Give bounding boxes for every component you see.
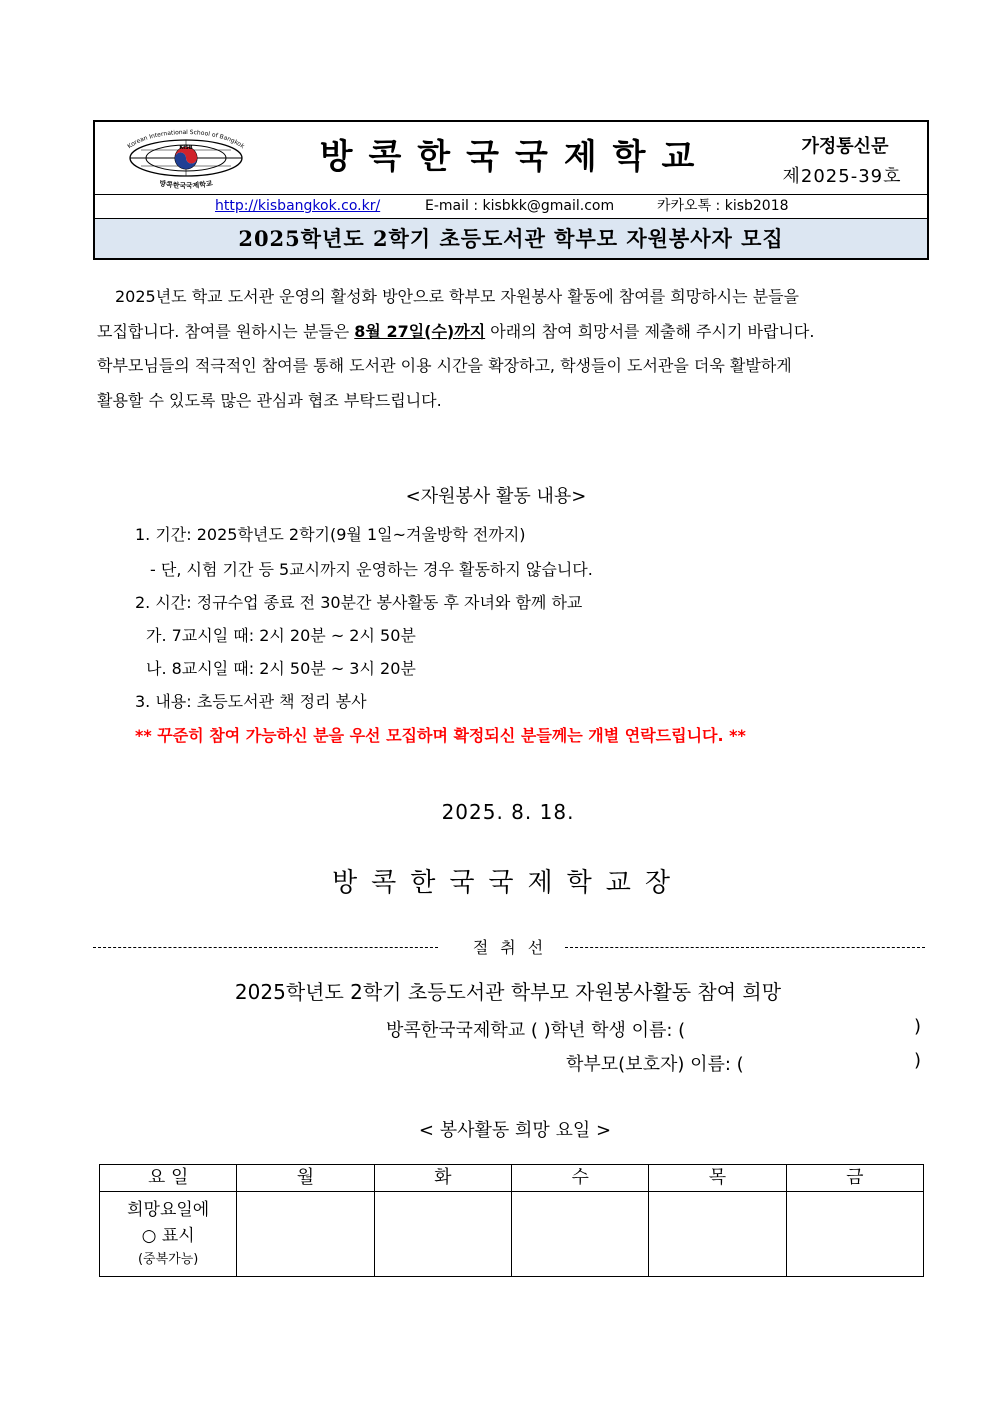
issue-label: 가정통신문 (801, 136, 889, 157)
cut-label-wrap (93, 938, 925, 958)
header-fri: 금 (786, 1165, 923, 1192)
activity-heading: <자원봉사 활동 내용> (405, 486, 587, 507)
student-line (386, 1016, 685, 1042)
parent-line-label: 학부모(보호자) 이름: ( (566, 1054, 744, 1075)
mark-cell-mon[interactable] (237, 1192, 374, 1277)
mark-cell-thu[interactable] (649, 1192, 786, 1277)
intro-line-2 (97, 315, 923, 350)
student-line-close: ) (914, 1016, 922, 1037)
letter-date: 2025. 8. 18. (441, 800, 575, 824)
activity-item-content: 3. 내용: 초등도서관 책 정리 봉사 (135, 692, 367, 711)
deadline-text: 8월 27일(수)까지 (354, 321, 486, 341)
intro-paragraph (97, 280, 923, 418)
school-name: 방콕한국국제학교 (319, 137, 711, 177)
weekday-table (99, 1164, 924, 1277)
logo-badge: KISB (179, 145, 193, 151)
mark-instruction-cell (100, 1192, 237, 1277)
school-logo (111, 126, 261, 190)
cut-line (93, 938, 925, 958)
parent-line (566, 1050, 744, 1076)
logo-text-top: Korean International School of Bangkok (126, 128, 246, 151)
mark-instruction-1: 희망요일에 (127, 1200, 210, 1220)
activity-item-period-note: - 단, 시험 기간 등 5교시까지 운영하는 경우 활동하지 않습니다. (150, 560, 593, 579)
contact-row (95, 194, 927, 219)
letter-header (93, 120, 929, 260)
intro-line-2-end: 아래의 참여 희망서를 제출해 주시기 바랍니다. (485, 321, 815, 341)
header-top-row (95, 122, 927, 195)
intro-line-1: 2025년도 학교 도서관 운영의 활성화 방안으로 학부모 자원봉사 활동에 참여를 희망하시는 분들을 (115, 287, 799, 306)
header-mon: 월 (237, 1165, 374, 1192)
intro-line-2-start: 모집합니다. 참여를 원하시는 분들은 (97, 321, 355, 341)
letter-subtitle: 2025학년도 2학기 초등도서관 학부모 자원봉사자 모집 (95, 219, 927, 258)
principal-signature: 방콕한국국제학교장 (331, 868, 685, 898)
intro-line-4: 활용할 수 있도록 많은 관심과 협조 부탁드립니다. (97, 390, 442, 410)
weekday-header-row (100, 1165, 924, 1192)
header-thu: 목 (649, 1165, 786, 1192)
kakao-text: 카카오톡 : kisb2018 (657, 198, 789, 214)
email-text: E-mail : kisbkk@gmail.com (425, 198, 615, 214)
activity-item-period: 1. 기간: 2025학년도 2학기(9월 1일~겨울방학 전까지) (135, 525, 526, 544)
header-tue: 화 (374, 1165, 511, 1192)
notice-text: ** 꾸준히 참여 가능하신 분을 우선 모집하며 확정되신 분들께는 개별 연락드립니다. ** (135, 726, 746, 745)
mark-cell-wed[interactable] (511, 1192, 648, 1277)
intro-line-3: 학부모님들의 적극적인 참여를 통해 도서관 이용 시간을 확장하고, 학생들이 도서관을 더욱 활발하게 (97, 356, 792, 375)
student-line-label: 방콕한국국제학교 ( )학년 학생 이름: ( (386, 1020, 686, 1041)
parent-line-close: ) (914, 1050, 922, 1071)
svg-text:방콕한국국제학교 (159, 178, 214, 190)
activity-item-time-a: 가. 7교시일 때: 2시 20분 ~ 2시 50분 (146, 626, 416, 645)
logo-text-bottom: 방콕한국국제학교 (158, 179, 214, 190)
cut-label: 절취선 (459, 938, 559, 957)
issue-number: 제2025-39호 (782, 166, 902, 187)
mark-instruction-2: ○ 표시 (141, 1226, 195, 1246)
form-title: 2025학년도 2학기 초등도서관 학부모 자원봉사활동 참여 희망 (234, 980, 782, 1004)
school-url-link[interactable]: http://kisbangkok.co.kr/ (215, 198, 381, 214)
mark-cell-fri[interactable] (786, 1192, 923, 1277)
mark-instruction-3: (중복가능) (137, 1252, 199, 1267)
activity-item-time-b: 나. 8교시일 때: 2시 50분 ~ 3시 20분 (146, 659, 416, 678)
activity-item-time: 2. 시간: 정규수업 종료 전 30분간 봉사활동 후 자녀와 함께 하교 (135, 593, 583, 612)
header-wed: 수 (511, 1165, 648, 1192)
mark-cell-tue[interactable] (374, 1192, 511, 1277)
preference-heading: < 봉사활동 희망 요일 > (418, 1120, 612, 1141)
header-day-label: 요 일 (100, 1165, 237, 1192)
weekday-mark-row (100, 1192, 924, 1277)
